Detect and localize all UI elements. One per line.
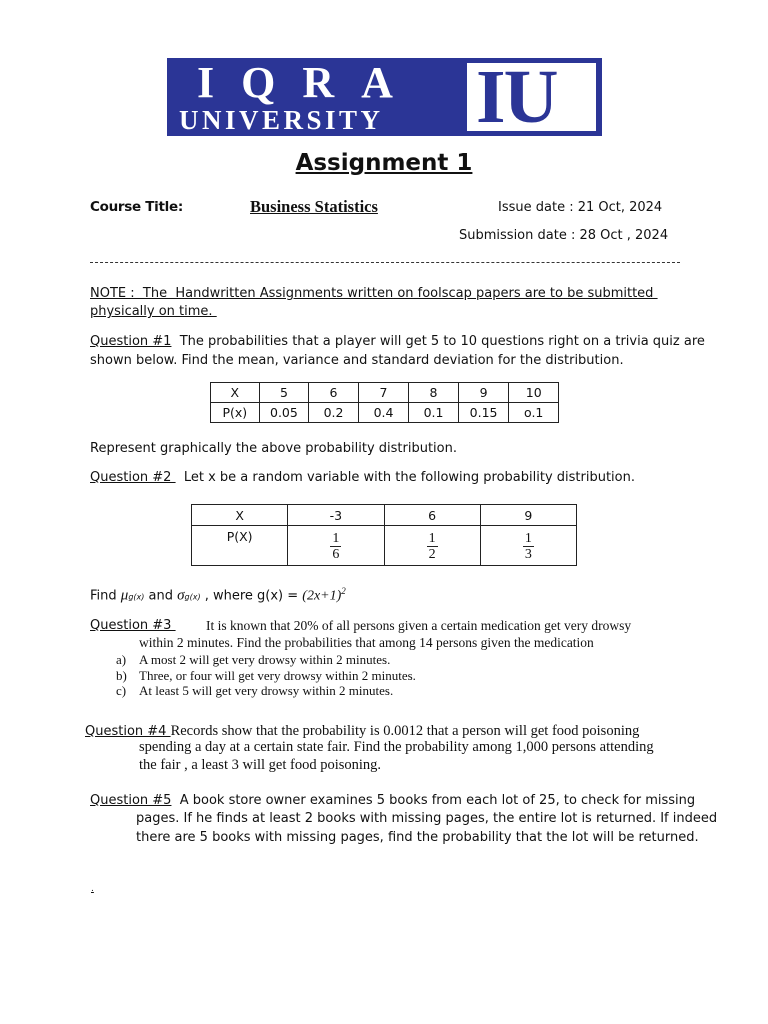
question-4-line1: Records show that the probability is 0.0012 that a person will get food poisoning	[170, 723, 640, 739]
fraction-numerator: 1	[332, 530, 340, 546]
note-line-2: physically on time.	[90, 304, 217, 319]
table-cell: 10	[509, 383, 559, 403]
question-1-table	[210, 382, 559, 423]
question-3-item-c-mark: c)	[116, 683, 127, 698]
table-cell: X	[192, 505, 288, 526]
question-1-graph-instruction: Represent graphically the above probability distribution.	[90, 441, 457, 456]
fraction	[427, 531, 438, 562]
fraction	[330, 531, 341, 562]
course-title-label: Course Title:	[90, 199, 183, 215]
sigma-symbol: σ	[177, 587, 185, 604]
fraction-denominator: 2	[428, 546, 436, 562]
table-cell: -3	[288, 505, 384, 526]
question-4-label: Question #4	[85, 724, 171, 739]
question-4-line2: spending a day at a certain state fair. Find the probability among 1,000 persons attending	[139, 739, 654, 755]
fraction-denominator: 6	[332, 546, 340, 562]
table-cell: 7	[358, 383, 409, 403]
university-logo	[167, 55, 602, 139]
question-2-find-line	[90, 586, 346, 604]
table-cell: P(x)	[211, 403, 260, 423]
course-name: Business Statistics	[250, 197, 378, 216]
table-row	[192, 526, 577, 566]
question-4-line3: the fair , a least 3 will get food poisoning.	[139, 757, 382, 773]
table-cell: 5	[259, 383, 309, 403]
mu-symbol: μ	[120, 587, 129, 604]
fraction-numerator: 1	[428, 530, 436, 546]
stray-mark: .	[91, 884, 94, 894]
where-label: , where g(x) =	[200, 588, 303, 604]
question-5-line1: A book store owner examines 5 books from each lot of 25, to check for missing	[171, 793, 696, 808]
question-5-line3: there are 5 books with missing pages, find the probability that the lot will be returned.	[136, 830, 699, 845]
logo-word-university: UNIVERSITY	[179, 105, 384, 135]
question-3-item-a-mark: a)	[116, 652, 127, 667]
question-3-item-a: A most 2 will get very drowsy within 2 minutes.	[139, 652, 391, 667]
fraction-numerator: 1	[524, 530, 532, 546]
find-label: Find	[90, 588, 121, 604]
question-4-text	[85, 720, 639, 740]
fraction-denominator: 3	[524, 546, 532, 562]
mu-subscript: g(x)	[128, 592, 145, 602]
note-line-1: NOTE : The Handwritten Assignments written on foolscap papers are to be submitted	[90, 286, 658, 301]
fraction	[523, 531, 534, 562]
question-3-item-c: At least 5 will get very drowsy within 2 minutes.	[139, 683, 394, 698]
question-1-line1: The probabilities that a player will get 5 to 10 questions right on a trivia quiz are	[171, 334, 705, 349]
table-cell: o.1	[509, 403, 559, 423]
and-label: and	[144, 588, 178, 604]
sigma-subscript: g(x)	[184, 592, 201, 602]
table-cell: 0.2	[309, 403, 359, 423]
question-3-line1: It is known that 20% of all persons given a certain medication get very drowsy	[206, 618, 632, 633]
table-cell: 0.4	[358, 403, 409, 423]
table-cell	[384, 526, 480, 566]
question-2-label: Question #2	[90, 470, 176, 485]
table-cell: 8	[409, 383, 459, 403]
table-cell: 0.15	[458, 403, 509, 423]
question-5-line2: pages. If he finds at least 2 books with missing pages, the entire lot is returned. If indeed	[136, 811, 718, 826]
table-cell: 0.1	[409, 403, 459, 423]
question-2-text	[90, 470, 635, 485]
separator-line	[90, 262, 680, 263]
table-cell: 9	[458, 383, 509, 403]
table-cell	[480, 526, 576, 566]
g-expression: (2x+1)	[302, 588, 342, 604]
table-row	[192, 505, 577, 526]
question-5-label: Question #5	[90, 793, 172, 808]
table-cell: 6	[309, 383, 359, 403]
question-2-table	[191, 504, 577, 566]
g-exponent: 2	[341, 586, 346, 596]
question-1-line2: shown below. Find the mean, variance and standard deviation for the distribution.	[90, 353, 624, 368]
question-3-item-b-mark: b)	[116, 668, 127, 683]
logo-mark-box	[467, 55, 596, 139]
question-3-label: Question #3	[90, 618, 176, 633]
question-1-text	[90, 334, 705, 349]
table-cell: 0.05	[259, 403, 309, 423]
logo-mark-iu: IU	[476, 55, 557, 139]
submission-date: Submission date : 28 Oct , 2024	[459, 228, 669, 243]
question-1-label: Question #1	[90, 334, 172, 349]
question-3-item-b: Three, or four will get very drowsy within 2 minutes.	[139, 668, 416, 683]
question-3-line2: within 2 minutes. Find the probabilities that among 14 persons given the medication	[139, 635, 594, 650]
table-row	[211, 383, 559, 403]
page-title: Assignment 1	[295, 150, 473, 176]
logo-word-iqra: IQRA	[197, 58, 420, 107]
table-row	[211, 403, 559, 423]
table-cell: P(X)	[192, 526, 288, 566]
table-cell: 6	[384, 505, 480, 526]
question-2-intro: Let x be a random variable with the following probability distribution.	[175, 470, 635, 485]
table-cell: 9	[480, 505, 576, 526]
question-5-text	[90, 793, 695, 808]
issue-date: Issue date : 21 Oct, 2024	[498, 200, 663, 215]
table-cell: X	[211, 383, 260, 403]
table-cell	[288, 526, 384, 566]
